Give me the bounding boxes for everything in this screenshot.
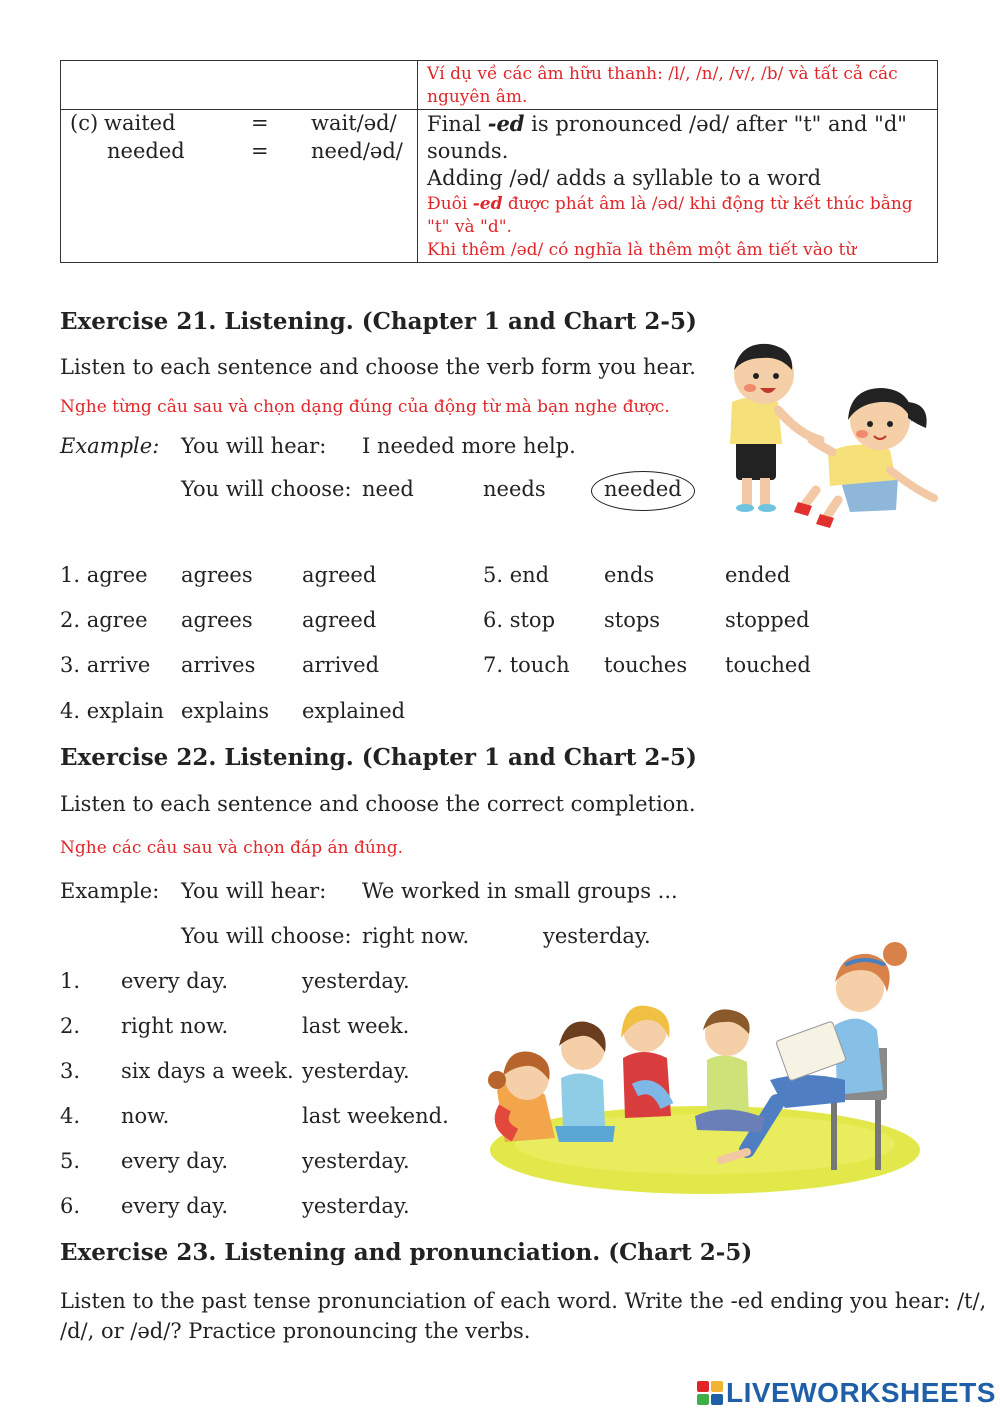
ex21-item-5-ed: ended (725, 563, 791, 587)
ex21-item-5-base: 5. end (483, 563, 550, 587)
liveworksheets-logo[interactable] (697, 1375, 996, 1411)
ex22-item-1-b: yesterday. (302, 969, 410, 993)
ex22-item-1-a: every day. (121, 969, 229, 993)
girl-figure (794, 388, 934, 528)
ex22-item-2-b: last week. (302, 1014, 410, 1038)
table-row-divider (61, 109, 937, 110)
ex21-item-7-ed: touched (725, 653, 811, 677)
liveworksheets-logo-text: LIVEWORKSHEETS (726, 1377, 996, 1408)
ex21-will-choose: You will choose: (181, 477, 352, 501)
ex21-item-3-base: 3. arrive (60, 653, 151, 677)
table-equals-2: = (251, 139, 269, 163)
kid-3-figure (621, 1006, 671, 1118)
ex21-instruction-vi: Nghe từng câu sau và chọn dạng đúng của động từ mà bạn nghe được. (60, 397, 670, 417)
ex21-item-3-s: arrives (181, 653, 256, 677)
ex22-item-5-a: every day. (121, 1149, 229, 1173)
ex21-item-1-ed: agreed (302, 563, 377, 587)
ex22-item-5-b: yesterday. (302, 1149, 410, 1173)
table-ipa-waited: wait/əd/ (311, 111, 397, 135)
ex21-choice-needs: needs (483, 477, 546, 501)
ex22-will-choose: You will choose: (181, 924, 352, 948)
ex22-heard-sentence: We worked in small groups ... (362, 879, 678, 903)
table-word-waited: waited (104, 111, 176, 135)
ex21-title: Exercise 21. Listening. (Chapter 1 and Chart 2-5) (60, 308, 697, 335)
table-rule-line2: sounds. (427, 139, 509, 163)
ex21-item-2-ed: agreed (302, 608, 377, 632)
ex21-item-4-s: explains (181, 699, 269, 723)
table-column-divider (417, 61, 418, 262)
ex21-item-2-s: agrees (181, 608, 253, 632)
ex21-item-6-s: stops (604, 608, 661, 632)
ex21-item-2-base: 2. agree (60, 608, 148, 632)
ex22-item-3-num: 3. (60, 1059, 81, 1083)
kid-1-figure (488, 1052, 555, 1143)
ex21-item-4-base: 4. explain (60, 699, 164, 723)
ex22-choice-yesterday: yesterday. (543, 924, 651, 948)
ex22-choice-right-now: right now. (362, 924, 470, 948)
table-equals-1: = (251, 111, 269, 135)
boy-figure (730, 344, 820, 512)
ex21-heard-sentence: I needed more help. (362, 434, 576, 458)
pronunciation-table (60, 60, 938, 263)
table-rule-vi-line3: Khi thêm /əd/ có nghĩa là thêm một âm tiết vào từ (427, 240, 857, 260)
table-rule-line1: Final -ed is pronounced /əd/ after "t" and "d" (427, 111, 907, 136)
ex22-will-hear: You will hear: (181, 879, 327, 903)
table-row1-note-line2: nguyên âm. (427, 87, 528, 107)
ex22-title: Exercise 22. Listening. (Chapter 1 and Chart 2-5) (60, 744, 697, 771)
ex23-instruction-line2: /d/, or /əd/? Practice pronouncing the verbs. (60, 1319, 531, 1343)
ex22-item-6-num: 6. (60, 1194, 81, 1218)
ex21-item-6-base: 6. stop (483, 608, 556, 632)
ex21-instruction: Listen to each sentence and choose the verb form you hear. (60, 355, 696, 379)
ex22-item-2-num: 2. (60, 1014, 81, 1038)
ex21-example-label: Example: (60, 434, 160, 458)
ex21-item-6-ed: stopped (725, 608, 810, 632)
table-word-needed: needed (107, 139, 185, 163)
table-rule-line3: Adding /əd/ adds a syllable to a word (427, 166, 822, 190)
ex22-item-5-num: 5. (60, 1149, 81, 1173)
table-rule-vi-line2: "t" và "d". (427, 217, 512, 237)
ex22-item-3-b: yesterday. (302, 1059, 410, 1083)
table-ipa-needed: need/əd/ (311, 139, 403, 163)
ex21-item-3-ed: arrived (302, 653, 380, 677)
answer-circle (591, 471, 695, 511)
table-rule-vi (427, 193, 913, 262)
ex21-item-5-s: ends (604, 563, 655, 587)
table-rule-vi-line1: Đuôi -ed được phát âm là /əd/ khi động từ kết thúc bằng (427, 194, 913, 214)
ex22-item-1-num: 1. (60, 969, 81, 993)
ex21-item-7-s: touches (604, 653, 688, 677)
table-row1-note (427, 63, 898, 109)
ex21-choice-need: need (362, 477, 414, 501)
ex21-item-7-base: 7. touch (483, 653, 570, 677)
ex22-instruction-vi: Nghe các câu sau và chọn đáp án đúng. (60, 838, 404, 858)
ex22-item-2-a: right now. (121, 1014, 229, 1038)
ex22-item-4-num: 4. (60, 1104, 81, 1128)
ex22-item-4-b: last weekend. (302, 1104, 449, 1128)
table-row1-note-line1: Ví dụ về các âm hữu thanh: /l/, /n/, /v/, /b/ và tất cả các (427, 64, 898, 84)
liveworksheets-logo-icon (697, 1381, 723, 1405)
ex23-instruction-line1: Listen to the past tense pronunciation of each word. Write the -ed ending you hear: /t/, (60, 1289, 987, 1313)
ex22-item-6-a: every day. (121, 1194, 229, 1218)
ex21-will-hear: You will hear: (181, 434, 327, 458)
ex22-example-label: Example: (60, 879, 160, 903)
table-label-c: (c) (70, 111, 99, 135)
ex21-item-1-base: 1. agree (60, 563, 148, 587)
ex21-item-1-s: agrees (181, 563, 253, 587)
ex22-item-3-a: six days a week. (121, 1059, 294, 1083)
classroom-illustration (485, 930, 925, 1200)
kids-helping-illustration (720, 340, 945, 530)
ex21-item-4-ed: explained (302, 699, 406, 723)
ex22-instruction: Listen to each sentence and choose the correct completion. (60, 792, 696, 816)
ex23-title: Exercise 23. Listening and pronunciation. (Chart 2-5) (60, 1239, 753, 1266)
ex22-item-4-a: now. (121, 1104, 170, 1128)
ex22-item-6-b: yesterday. (302, 1194, 410, 1218)
ex21-choice-needed: needed (604, 477, 682, 501)
